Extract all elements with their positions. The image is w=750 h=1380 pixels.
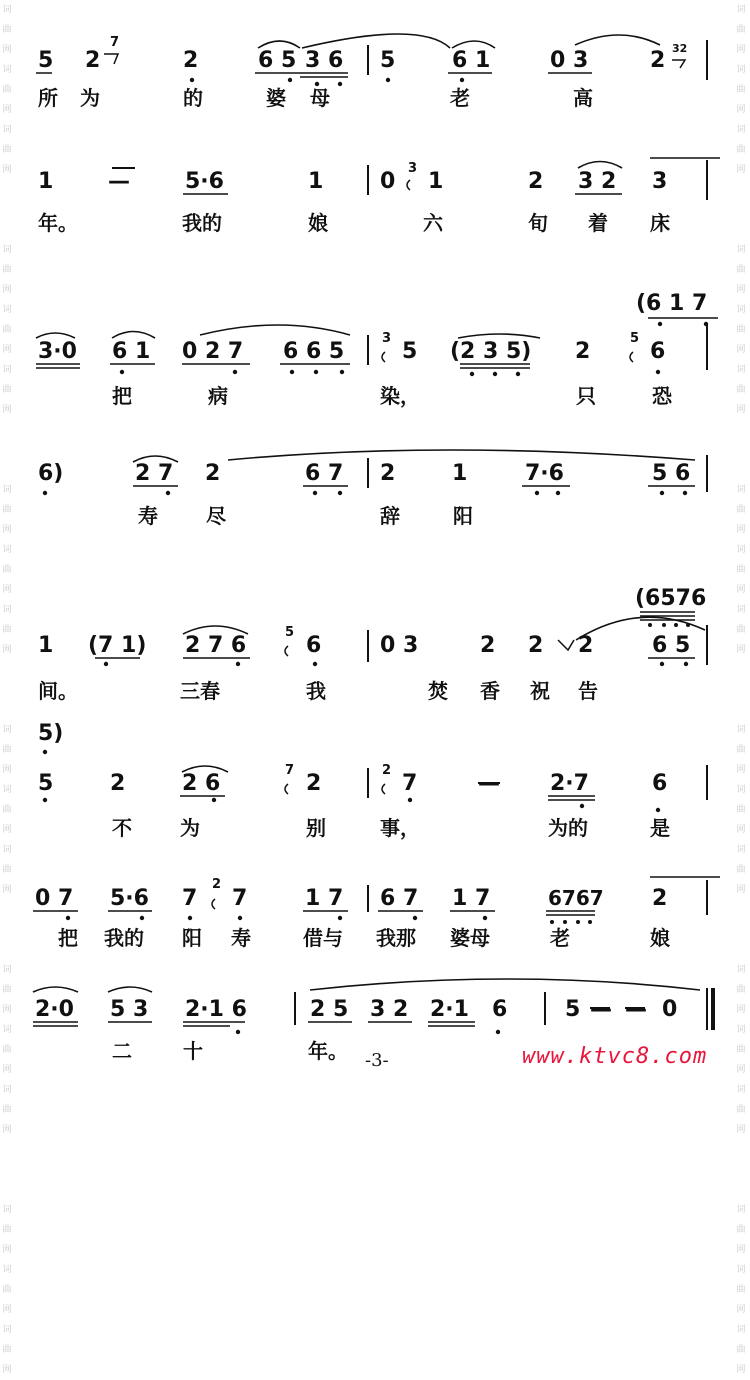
svg-text:3: 3 — [382, 331, 392, 346]
system-2-notes — [38, 161, 667, 194]
score-page: 词曲网 词曲网 词曲网 词曲网 词曲网 词曲网 词曲网 词曲网 词曲网 词曲网 词曲网 词曲网 词曲网 词曲网 词曲网 词曲网 词曲网 词曲网 词曲网 词曲网 词曲网 词曲网 词曲网 词曲网 词曲网 词曲网 词曲网 词曲网 词曲网 词曲网 词曲网 词曲网 词曲网 词曲网 词曲网 词曲网 5 2 7 2 6 5 3 6 5 6 1 0 3 2 32 1 — 5·6 1 0 3 1 2 3 2 3 (6 1 7 3·0 6 1 0 2 7 6 6 5 3 5 (2 3 5) 2 5 6 6) 2 7 2 6 7 2 1 7·6 5 6 (6576 1 (7 1) 2 7 6 5 6 0 3 2 2 2 6 5 5) 5 2 2 6 7 2 2 7 — 2·7 6 0 7 5·6 7 2 7 1 7 6 7 1 7 6767 2 2·0 5 3 2·1 6 2 5 3 2 2·1 6 5 — — 0 所 为 的 婆 母 老 高 年。 我的 娘 六 旬 着 床 把 病 染， 只 恐 寿 尽 辞 阳 间。 三春 我 焚 香 祝 告 不 为 别 事， 为的 是 把 我的 阳 寿 借与 我那 婆母 老 娘 二 十 年。 -3- www.ktvc8.com — [0, 0, 750, 1093]
svg-text:(2 3 5): (2 3 5) — [450, 339, 532, 364]
svg-text:32: 32 — [672, 42, 688, 55]
svg-text:2·1: 2·1 — [430, 997, 469, 1022]
svg-text:(7 1): (7 1) — [88, 633, 147, 658]
svg-text:—: — — [590, 997, 612, 1022]
svg-text:0 2 7: 0 2 7 — [182, 339, 244, 364]
svg-text:3: 3 — [652, 169, 668, 194]
svg-text:6: 6 — [652, 771, 668, 796]
svg-text:(6576: (6576 — [635, 586, 707, 611]
svg-text:5: 5 — [285, 625, 295, 640]
svg-text:2: 2 — [650, 48, 666, 73]
svg-text:2·1 6: 2·1 6 — [185, 997, 247, 1022]
svg-text:2: 2 — [382, 763, 392, 778]
svg-text:2·0: 2·0 — [35, 997, 74, 1022]
ornaments — [104, 54, 685, 1008]
svg-text:5: 5 — [38, 771, 54, 796]
svg-text:2: 2 — [306, 771, 322, 796]
svg-text:2 6: 2 6 — [182, 771, 221, 796]
svg-text:6 1: 6 1 — [112, 339, 151, 364]
svg-text:2: 2 — [528, 169, 544, 194]
system-5-notes — [38, 586, 706, 658]
svg-text:2: 2 — [480, 633, 496, 658]
svg-text:5 3: 5 3 — [110, 997, 149, 1022]
svg-text:0: 0 — [380, 169, 396, 194]
svg-text:3 6: 3 6 — [305, 48, 344, 73]
svg-text:2 7: 2 7 — [135, 461, 174, 486]
svg-text:2 5: 2 5 — [310, 997, 349, 1022]
site-watermark: www.ktvc8.com — [522, 1044, 708, 1069]
svg-text:6 7: 6 7 — [305, 461, 344, 486]
svg-text:5·6: 5·6 — [110, 886, 149, 911]
watermark-right: 词曲网 词曲网 词曲网 词曲网 词曲网 词曲网 词曲网 词曲网 词曲网 词曲网 词曲网 词曲网 词曲网 词曲网 词曲网 词曲网 词曲网 词曲网 — [736, 5, 746, 1375]
system-7-notes — [35, 877, 667, 911]
svg-text:—: — — [625, 997, 647, 1022]
svg-text:6767: 6767 — [548, 886, 604, 910]
svg-text:6: 6 — [650, 339, 666, 364]
svg-text:2: 2 — [212, 877, 222, 892]
page-number: -3- — [365, 1050, 389, 1071]
svg-text:1 7: 1 7 — [305, 886, 344, 911]
svg-text:2: 2 — [578, 633, 594, 658]
svg-text:5: 5 — [402, 339, 418, 364]
svg-text:5: 5 — [630, 331, 640, 346]
svg-text:6: 6 — [306, 633, 322, 658]
svg-text:2: 2 — [183, 48, 199, 73]
bar-lines — [295, 40, 713, 1030]
svg-text:6 6 5: 6 6 5 — [283, 339, 345, 364]
svg-text:2: 2 — [380, 461, 396, 486]
svg-text:3 2: 3 2 — [370, 997, 409, 1022]
svg-text:1: 1 — [308, 169, 324, 194]
svg-text:5: 5 — [380, 48, 396, 73]
svg-text:1 7: 1 7 — [452, 886, 491, 911]
svg-text:5: 5 — [38, 48, 54, 73]
svg-text:2: 2 — [575, 339, 591, 364]
svg-text:3 2: 3 2 — [578, 169, 617, 194]
svg-text:3: 3 — [408, 161, 418, 176]
svg-text:0 7: 0 7 — [35, 886, 74, 911]
svg-text:6 1: 6 1 — [452, 48, 491, 73]
svg-text:6: 6 — [492, 997, 508, 1022]
svg-text:0 3: 0 3 — [550, 48, 589, 73]
svg-text:2: 2 — [652, 886, 668, 911]
watermark-left: 词曲网 词曲网 词曲网 词曲网 词曲网 词曲网 词曲网 词曲网 词曲网 词曲网 词曲网 词曲网 词曲网 词曲网 词曲网 词曲网 词曲网 词曲网 — [2, 5, 12, 1375]
svg-text:0 3: 0 3 — [380, 633, 419, 658]
system-1-notes — [38, 35, 687, 73]
svg-text:3·0: 3·0 — [38, 339, 77, 364]
system-8-notes — [35, 997, 677, 1022]
system-4-notes — [38, 461, 690, 486]
svg-text:5): 5) — [38, 721, 64, 746]
svg-text:0: 0 — [662, 997, 678, 1022]
svg-text:2·7: 2·7 — [550, 771, 589, 796]
svg-text:6 5: 6 5 — [258, 48, 297, 73]
svg-text:2: 2 — [205, 461, 221, 486]
svg-text:7: 7 — [285, 763, 295, 778]
svg-text:6 7: 6 7 — [380, 886, 419, 911]
svg-text:—: — — [108, 169, 130, 194]
beams — [33, 73, 718, 1026]
svg-text:1: 1 — [38, 633, 54, 658]
svg-text:1: 1 — [428, 169, 444, 194]
system-6-notes — [38, 721, 667, 796]
slurs — [33, 34, 720, 992]
svg-text:7: 7 — [182, 886, 198, 911]
svg-text:7: 7 — [110, 35, 120, 50]
svg-text:2 7 6: 2 7 6 — [185, 633, 247, 658]
svg-text:2: 2 — [85, 48, 101, 73]
svg-text:(6 1 7: (6 1 7 — [636, 291, 708, 316]
svg-text:7·6: 7·6 — [525, 461, 564, 486]
svg-text:7: 7 — [232, 886, 248, 911]
system-3-notes — [38, 291, 707, 364]
svg-text:2: 2 — [528, 633, 544, 658]
svg-text:5·6: 5·6 — [185, 169, 224, 194]
svg-text:6): 6) — [38, 461, 64, 486]
svg-text:1: 1 — [452, 461, 468, 486]
svg-text:2: 2 — [110, 771, 126, 796]
svg-text:5: 5 — [565, 997, 581, 1022]
svg-text:7: 7 — [402, 771, 418, 796]
svg-text:—: — — [478, 771, 500, 796]
svg-text:6 5: 6 5 — [652, 633, 691, 658]
svg-text:5 6: 5 6 — [652, 461, 691, 486]
svg-text:1: 1 — [38, 169, 54, 194]
